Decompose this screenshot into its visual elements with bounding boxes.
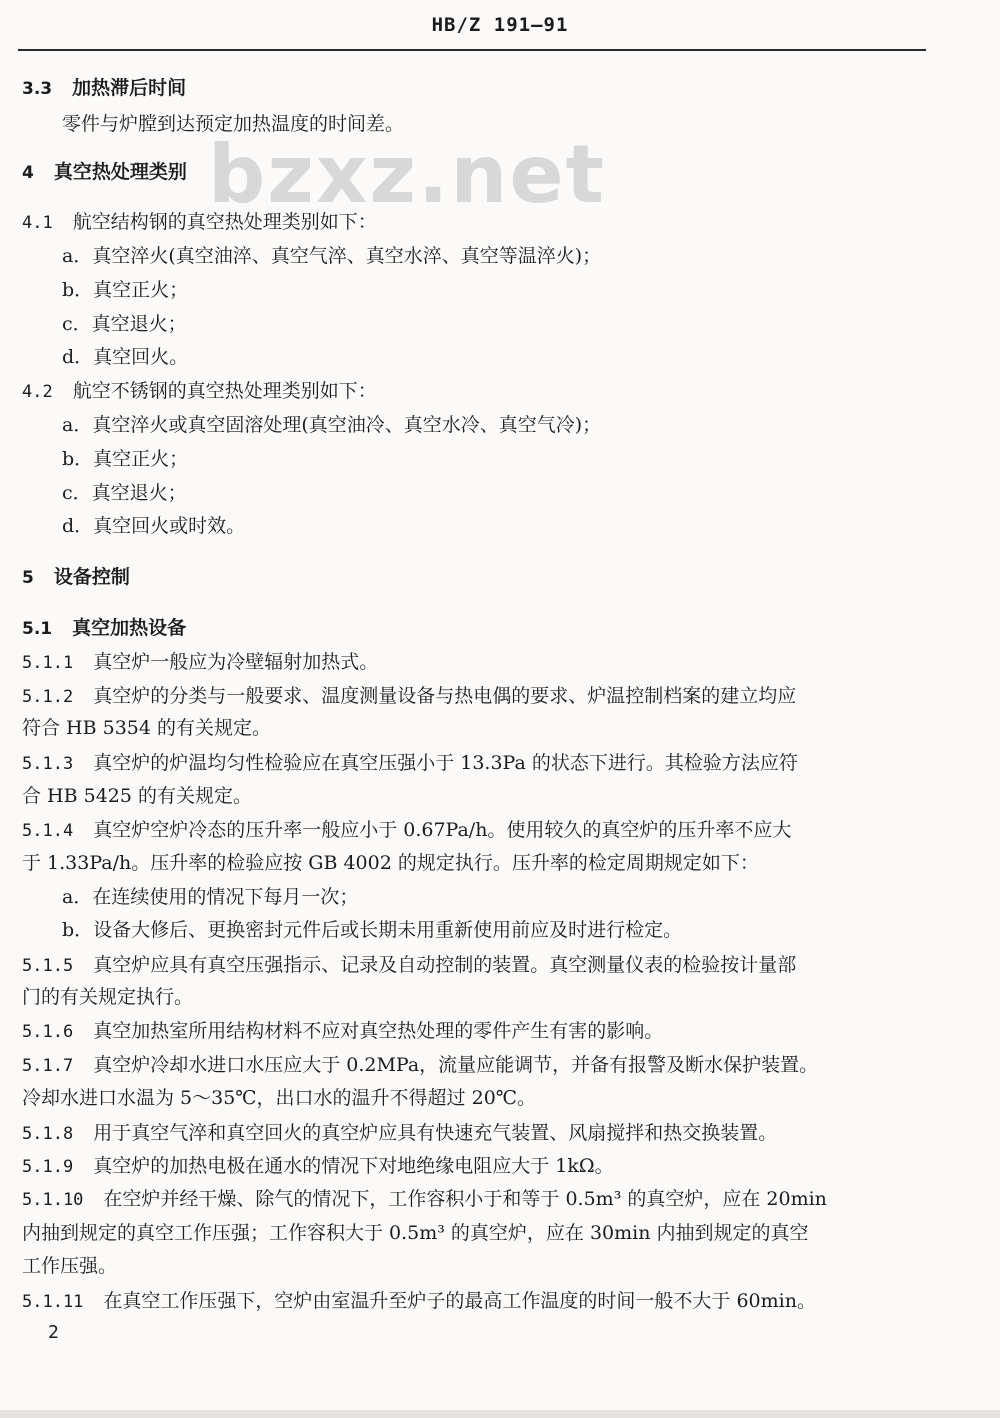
text-line-l28 bbox=[22, 1053, 818, 1078]
text-line-l12 bbox=[62, 481, 187, 505]
text-line-l29 bbox=[22, 1086, 536, 1110]
text-line-l32 bbox=[22, 1187, 827, 1212]
text-line-l18 bbox=[22, 716, 271, 740]
text-line-l15 bbox=[22, 616, 186, 641]
section-heading: 设备控制 bbox=[53, 566, 130, 588]
paragraph-text: b．设备大修后、更换密封元件后或长期未用重新使用前应及时进行检定。 bbox=[62, 919, 683, 941]
paragraph-text: b．真空正火； bbox=[62, 448, 189, 470]
paragraph-text: 真空炉冷却水进口水压应大于 0.2MPa，流量应能调节，并备有报警及断水保护装置。 bbox=[93, 1054, 819, 1076]
text-line-l11 bbox=[62, 447, 188, 471]
paragraph-text: 真空加热室所用结构材料不应对真空热处理的零件产生有害的影响。 bbox=[93, 1020, 664, 1042]
section-heading: 加热滞后时间 bbox=[72, 77, 187, 99]
paragraph-text: 真空炉的炉温均匀性检验应在真空压强小于 13.3Pa 的状态下进行。其检验方法应符 bbox=[93, 752, 798, 774]
page-number: 2 bbox=[48, 1322, 59, 1343]
section-heading: 真空热处理类别 bbox=[53, 161, 187, 183]
paragraph-text: 符合 HB 5354 的有关规定。 bbox=[22, 717, 272, 739]
paragraph-text: 冷却水进口水温为 5～35℃，出口水的温升不得超过 20℃。 bbox=[22, 1087, 537, 1109]
text-line-l22 bbox=[22, 851, 759, 875]
section-number: 4.1 bbox=[22, 213, 53, 233]
paragraph-text: 零件与炉膛到达预定加热温度的时间差。 bbox=[62, 113, 405, 135]
text-line-l02 bbox=[62, 112, 404, 136]
section-number: 5.1 bbox=[22, 619, 53, 639]
paragraph-text: 在空炉并经干燥、除气的情况下，工作容积小于和等于 0.5m³ 的真空炉，应在 20min bbox=[103, 1188, 827, 1210]
section-number: 4.2 bbox=[22, 382, 53, 402]
text-line-l31 bbox=[22, 1154, 614, 1179]
text-line-l09 bbox=[22, 379, 377, 404]
section-number: 3.3 bbox=[22, 79, 53, 99]
text-line-l33 bbox=[22, 1221, 809, 1245]
text-line-l08 bbox=[62, 345, 188, 369]
paragraph-text: 真空炉的分类与一般要求、温度测量设备与热电偶的要求、炉温控制档案的建立均应 bbox=[93, 685, 797, 707]
text-line-l35 bbox=[22, 1289, 816, 1314]
text-line-l25 bbox=[22, 953, 796, 978]
section-number: 5.1.6 bbox=[22, 1022, 74, 1042]
text-line-l07 bbox=[62, 312, 187, 336]
paragraph-text: 于 1.33Pa/h。压升率的检验应按 GB 4002 的规定执行。压升率的检定周期规定如下： bbox=[22, 852, 759, 874]
text-line-l17 bbox=[22, 684, 796, 709]
text-line-l27 bbox=[22, 1019, 663, 1044]
header-rule bbox=[18, 49, 926, 51]
text-line-l01 bbox=[22, 76, 186, 101]
section-number: 5.1.5 bbox=[22, 956, 74, 976]
text-line-l24 bbox=[62, 918, 682, 942]
paragraph-text: b．真空正火； bbox=[62, 279, 189, 301]
text-line-l21 bbox=[22, 818, 791, 843]
document-header-code: HB/Z 191—91 bbox=[431, 14, 569, 36]
text-line-l04 bbox=[22, 210, 377, 235]
paragraph-text: a．真空淬火或真空固溶处理(真空油冷、真空水冷、真空气冷)； bbox=[62, 414, 602, 436]
text-line-l34 bbox=[22, 1254, 117, 1278]
paragraph-text: 真空炉一般应为冷壁辐射加热式。 bbox=[93, 651, 379, 673]
paragraph-text: 内抽到规定的真空工作压强；工作容积大于 0.5m³ 的真空炉，应在 30min 内抽到规定的真空 bbox=[22, 1222, 809, 1244]
section-number: 5.1.9 bbox=[22, 1157, 74, 1177]
paragraph-text: 真空炉空炉冷态的压升率一般应小于 0.67Pa/h。使用较久的真空炉的压升率不应大 bbox=[93, 819, 792, 841]
text-line-l30 bbox=[22, 1121, 777, 1146]
section-number: 5 bbox=[22, 568, 34, 588]
section-number: 4 bbox=[22, 163, 34, 183]
paragraph-text: a．在连续使用的情况下每月一次； bbox=[62, 886, 359, 908]
watermark: bzxz.net bbox=[208, 128, 606, 221]
section-number: 5.1.3 bbox=[22, 754, 74, 774]
text-line-l23 bbox=[62, 885, 358, 909]
paragraph-text: d．真空回火。 bbox=[62, 346, 189, 368]
section-number: 5.1.10 bbox=[22, 1190, 84, 1210]
text-line-l20 bbox=[22, 784, 252, 808]
paragraph-text: d．真空回火或时效。 bbox=[62, 515, 246, 537]
text-line-l05 bbox=[62, 244, 601, 268]
section-heading: 真空加热设备 bbox=[72, 617, 187, 639]
text-line-l03 bbox=[22, 160, 187, 185]
paragraph-text: 工作压强。 bbox=[22, 1255, 118, 1277]
paragraph-text: c．真空退火； bbox=[62, 313, 187, 335]
text-line-l14 bbox=[22, 565, 130, 590]
paragraph-text: 在真空工作压强下，空炉由室温升至炉子的最高工作温度的时间一般不大于 60min。 bbox=[103, 1290, 816, 1312]
text-line-l13 bbox=[62, 514, 245, 538]
text-line-l10 bbox=[62, 413, 601, 437]
section-number: 5.1.1 bbox=[22, 653, 74, 673]
text-line-l19 bbox=[22, 751, 798, 776]
paragraph-text: c．真空退火； bbox=[62, 482, 187, 504]
paragraph-text: 合 HB 5425 的有关规定。 bbox=[22, 785, 253, 807]
paragraph-text: 航空不锈钢的真空热处理类别如下： bbox=[72, 380, 377, 402]
section-number: 5.1.8 bbox=[22, 1124, 74, 1144]
text-line-l26 bbox=[22, 985, 193, 1009]
text-line-l16 bbox=[22, 650, 378, 675]
text-line-l06 bbox=[62, 278, 188, 302]
page-bottom-edge bbox=[0, 1410, 1000, 1418]
paragraph-text: 航空结构钢的真空热处理类别如下： bbox=[72, 211, 377, 233]
section-number: 5.1.4 bbox=[22, 821, 74, 841]
section-number: 5.1.2 bbox=[22, 687, 74, 707]
paragraph-text: 真空炉应具有真空压强指示、记录及自动控制的装置。真空测量仪表的检验按计量部 bbox=[93, 954, 797, 976]
section-number: 5.1.7 bbox=[22, 1056, 74, 1076]
section-number: 5.1.11 bbox=[22, 1292, 84, 1312]
paragraph-text: a．真空淬火(真空油淬、真空气淬、真空水淬、真空等温淬火)； bbox=[62, 245, 602, 267]
paragraph-text: 真空炉的加热电极在通水的情况下对地绝缘电阻应大于 1kΩ。 bbox=[93, 1155, 614, 1177]
paragraph-text: 门的有关规定执行。 bbox=[22, 986, 194, 1008]
paragraph-text: 用于真空气淬和真空回火的真空炉应具有快速充气装置、风扇搅拌和热交换装置。 bbox=[93, 1122, 778, 1144]
